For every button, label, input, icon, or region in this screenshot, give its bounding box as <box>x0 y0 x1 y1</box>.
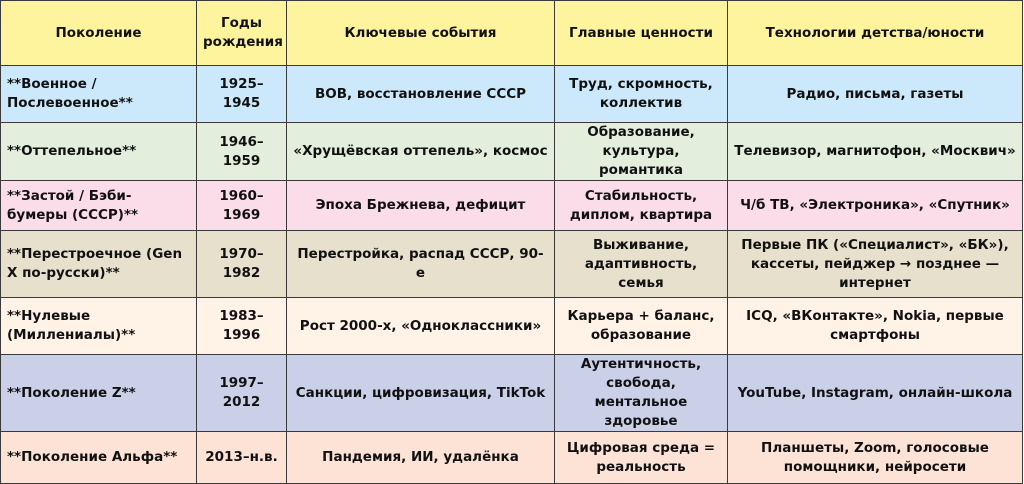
table-row <box>1 231 1023 298</box>
years-cell: 1960–1969 <box>197 181 287 231</box>
table-row <box>1 355 1023 432</box>
header-birth-years: Годы рождения <box>197 1 287 66</box>
header-generation: Поколение <box>1 1 197 66</box>
table-row <box>1 181 1023 231</box>
tech-cell: Радио, письма, газеты <box>728 66 1023 123</box>
years-cell: 2013–н.в. <box>197 432 287 484</box>
generation-cell: **Застой / Бэби-бумеры (СССР)** <box>1 181 197 231</box>
tech-cell: Телевизор, магнитофон, «Москвич» <box>728 123 1023 181</box>
generation-cell: **Оттепельное** <box>1 123 197 181</box>
values-cell: Аутентичность, свобода, ментальное здоровье <box>555 355 728 432</box>
generation-cell: **Перестроечное (Gen X по-русски)** <box>1 231 197 298</box>
generation-cell: **Военное / Послевоенное** <box>1 66 197 123</box>
events-cell: Рост 2000-х, «Одноклассники» <box>287 298 555 355</box>
events-cell: Эпоха Брежнева, дефицит <box>287 181 555 231</box>
events-cell: «Хрущёвская оттепель», космос <box>287 123 555 181</box>
events-cell: Перестройка, распад СССР, 90-е <box>287 231 555 298</box>
events-cell: ВОВ, восстановление СССР <box>287 66 555 123</box>
years-cell: 1946–1959 <box>197 123 287 181</box>
generation-cell: **Поколение Альфа** <box>1 432 197 484</box>
tech-cell: Ч/б ТВ, «Электроника», «Спутник» <box>728 181 1023 231</box>
table-row <box>1 298 1023 355</box>
values-cell: Труд, скромность, коллектив <box>555 66 728 123</box>
table-row <box>1 123 1023 181</box>
header-main-values: Главные ценности <box>555 1 728 66</box>
events-cell: Пандемия, ИИ, удалёнка <box>287 432 555 484</box>
years-cell: 1997–2012 <box>197 355 287 432</box>
values-cell: Цифровая среда = реальность <box>555 432 728 484</box>
years-cell: 1970–1982 <box>197 231 287 298</box>
table-row <box>1 432 1023 484</box>
tech-cell: Первые ПК («Специалист», «БК»), кассеты, пейджер → позднее — интернет <box>728 231 1023 298</box>
generation-cell: **Нулевые (Миллениалы)** <box>1 298 197 355</box>
tech-cell: ICQ, «ВКонтакте», Nokia, первые смартфоны <box>728 298 1023 355</box>
values-cell: Стабильность, диплом, квартира <box>555 181 728 231</box>
table-row <box>1 66 1023 123</box>
header-key-events: Ключевые события <box>287 1 555 66</box>
values-cell: Образование, культура, романтика <box>555 123 728 181</box>
tech-cell: YouTube, Instagram, онлайн-школа <box>728 355 1023 432</box>
years-cell: 1925–1945 <box>197 66 287 123</box>
header-technologies: Технологии детства/юности <box>728 1 1023 66</box>
values-cell: Выживание, адаптивность, семья <box>555 231 728 298</box>
years-cell: 1983–1996 <box>197 298 287 355</box>
header-row <box>1 1 1023 66</box>
values-cell: Карьера + баланс, образование <box>555 298 728 355</box>
tech-cell: Планшеты, Zoom, голосовые помощники, нейросети <box>728 432 1023 484</box>
events-cell: Санкции, цифровизация, TikTok <box>287 355 555 432</box>
generation-cell: **Поколение Z** <box>1 355 197 432</box>
